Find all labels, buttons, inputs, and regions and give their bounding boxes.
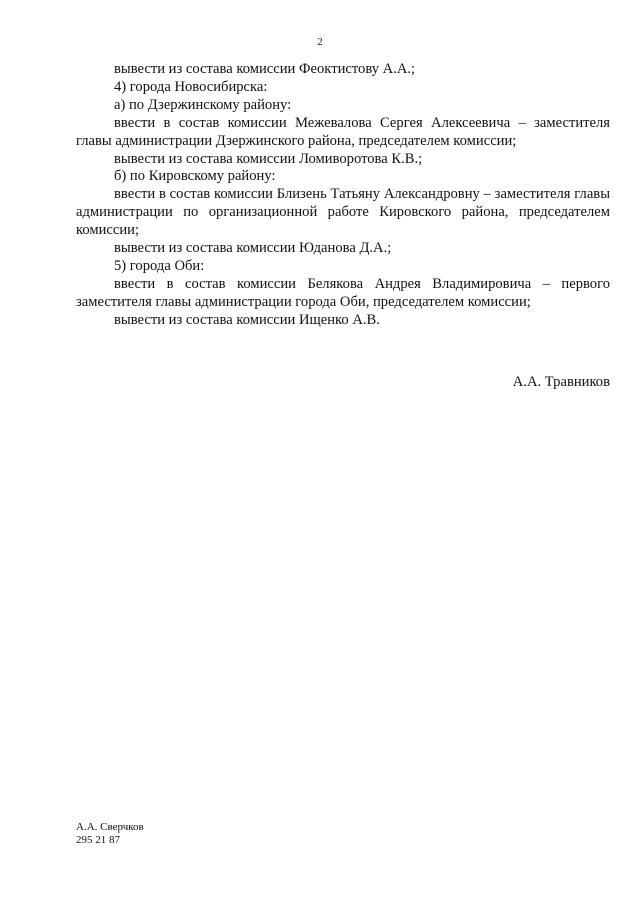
paragraph-add-blizen: ввести в состав комиссии Близень Татьяну Александровну – заместителя главы администрации по организационной работе Кировского района, председателем комиссии; [76,186,610,239]
paragraph-dzerzhinsky-heading: а) по Дзержинскому району: [114,96,292,113]
paragraph-add-mezhevalov: ввести в состав комиссии Межевалова Сергея Алексеевича – заместителя главы администрации Дзержинского района, председателем комиссии; [76,114,610,149]
page-number: 2 [317,36,323,48]
executor-phone: 295 21 87 [76,834,120,846]
paragraph-remove-lomivorotov: вывести из состава комиссии Ломиворотова К.В.; [114,150,423,167]
paragraph-novosibirsk-heading: 4) города Новосибирска: [114,78,268,95]
signature-name: А.А. Травников [512,374,610,390]
paragraph-kirovsky-heading: б) по Кировскому району: [114,168,276,185]
paragraph-remove-feoktistova: вывести из состава комиссии Феоктистову А.А.; [114,61,416,77]
paragraph-remove-ishchenko: вывести из состава комиссии Ищенко А.В. [114,311,380,328]
paragraph-ob-heading: 5) города Оби: [114,257,205,274]
document-body [76,61,610,330]
executor-name: А.А. Сверчков [76,821,144,833]
paragraph-remove-yudanov: вывести из состава комиссии Юданова Д.А.; [114,240,392,257]
executor-block [76,821,144,847]
paragraph-add-belyakov: ввести в состав комиссии Белякова Андрея Владимировича – первого заместителя главы администрации города Оби, председателем комиссии; [76,275,610,310]
